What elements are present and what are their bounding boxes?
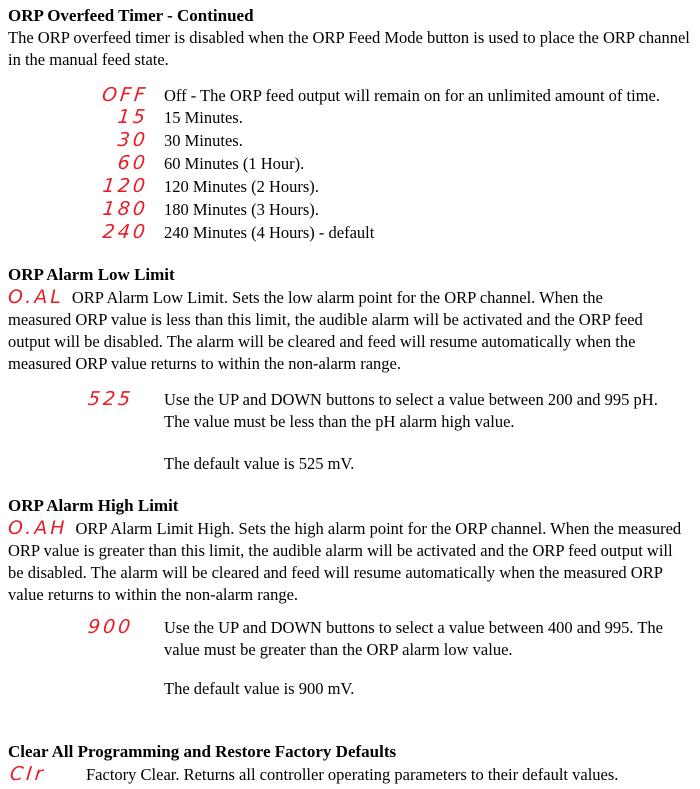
display-code: 15 (116, 106, 150, 128)
option-description: 180 Minutes (3 Hours). (164, 200, 319, 219)
option-description: 240 Minutes (4 Hours) - default (164, 223, 375, 242)
factory-body: Factory Clear. Returns all controller operating parameters to their default values. (86, 765, 619, 784)
display-code: 180 (101, 198, 150, 220)
alarm-high-description: ORP Alarm Limit High. Sets the high alarm point for the ORP channel. When the measured ORP value is greater than this limit, the audible alarm will be activated and the ORP feed output will be disabled. The alarm will be cleared and feed will resume automatically when the measured ORP value returns to within the non-alarm range. (8, 519, 682, 604)
list-item (88, 106, 688, 129)
factory-title: Clear All Programming and Restore Factory Defaults (8, 742, 397, 761)
option-description: 30 Minutes. (164, 131, 243, 150)
display-code: 30 (116, 129, 150, 151)
option-description: Off - The ORP feed output will remain on for an unlimited amount of time. (164, 86, 660, 105)
display-code: O.AL (8, 286, 64, 308)
alarm-low-body (8, 286, 668, 375)
display-code: O.AH (8, 517, 68, 539)
overfeed-intro: The ORP overfeed timer is disabled when the ORP Feed Mode button is used to place the ORP channel in the manual feed state. (8, 28, 690, 69)
display-code: CIr (8, 763, 47, 785)
alarm-low-default: The default value is 525 mV. (164, 454, 355, 473)
alarm-high-value-text: Use the UP and DOWN buttons to select a value between 400 and 995. The value must be greater than the ORP alarm low value. (164, 618, 664, 659)
display-code: 120 (101, 175, 150, 197)
option-description: 15 Minutes. (164, 108, 243, 127)
alarm-low-title: ORP Alarm Low Limit (8, 265, 175, 284)
alarm-high-default: The default value is 900 mV. (164, 679, 355, 698)
display-code: 240 (101, 221, 150, 243)
list-item (88, 198, 688, 221)
option-description: 60 Minutes (1 Hour). (164, 154, 305, 173)
list-item (88, 175, 688, 198)
alarm-low-value-text: Use the UP and DOWN buttons to select a value between 200 and 995 pH. The value must be less than the pH alarm high value. (164, 390, 658, 431)
overfeed-title: ORP Overfeed Timer - Continued (8, 6, 254, 25)
alarm-high-title: ORP Alarm High Limit (8, 496, 179, 515)
overfeed-options-list (88, 84, 688, 244)
option-description: 120 Minutes (2 Hours). (164, 177, 319, 196)
display-code: 60 (116, 152, 150, 174)
list-item (88, 129, 688, 152)
list-item (88, 152, 688, 175)
alarm-high-body (8, 517, 688, 606)
list-item (88, 84, 688, 106)
value-display-code: 525 (86, 388, 135, 410)
alarm-low-description: ORP Alarm Low Limit. Sets the low alarm point for the ORP channel. When the measured ORP value is less than this limit, the audible alarm will be activated and the ORP feed output will be disabled. The alarm will be cleared and feed will resume automatically when the measured ORP value returns to within the non-alarm range. (8, 288, 643, 373)
list-item (88, 221, 688, 244)
value-display-code: 900 (86, 616, 135, 638)
display-code: OFF (101, 84, 150, 106)
